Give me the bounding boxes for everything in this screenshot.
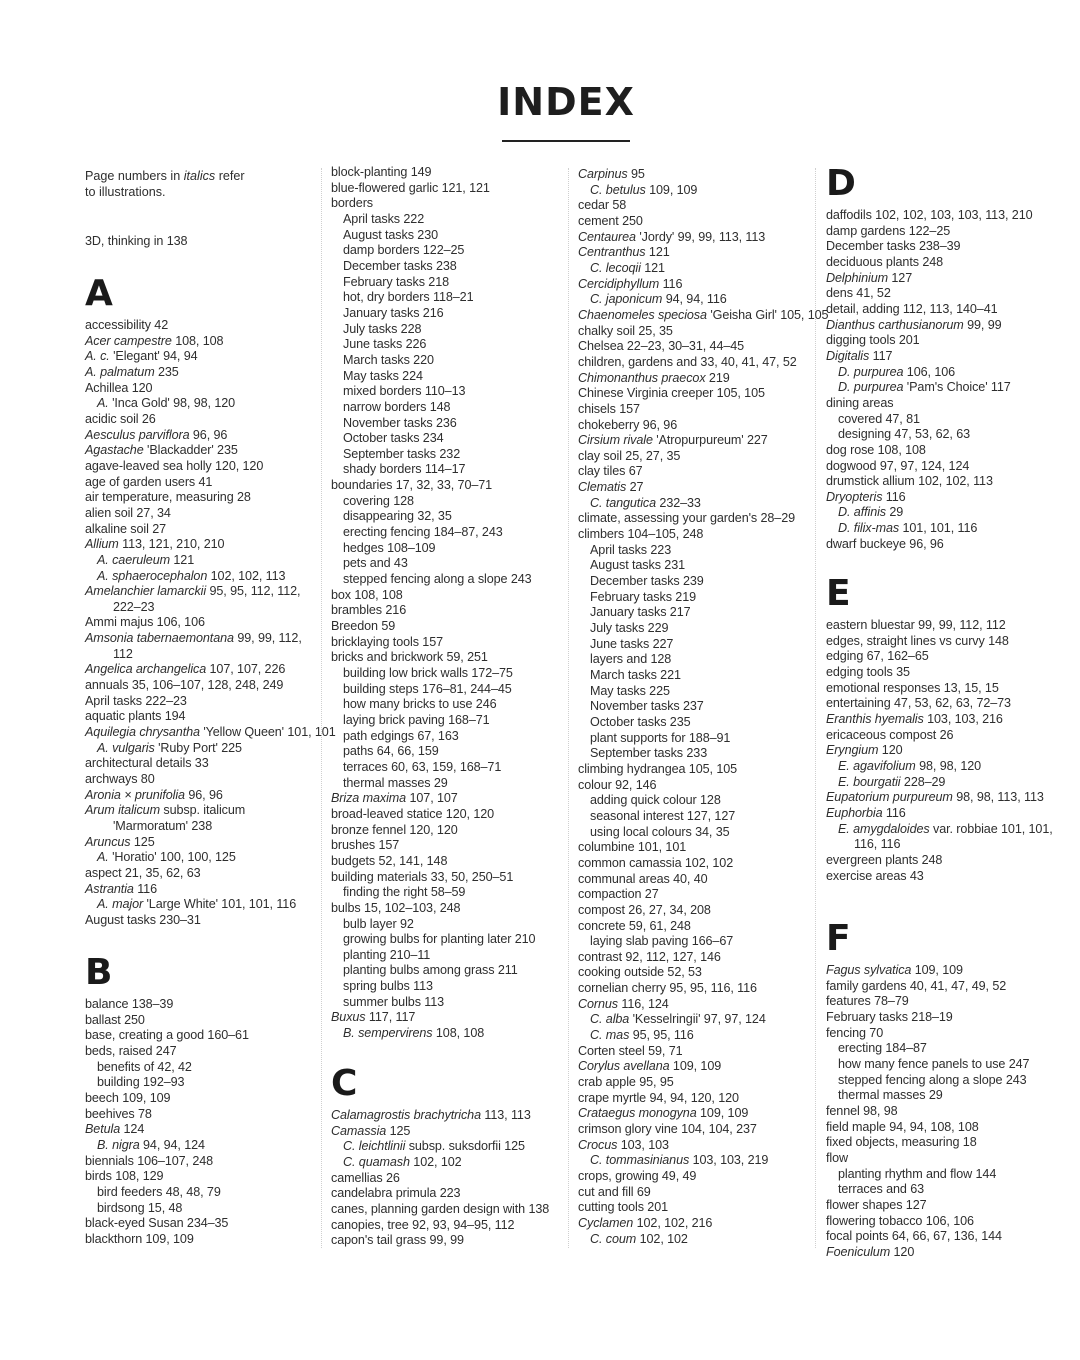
index-entry: emotional responses 13, 15, 15	[826, 680, 999, 695]
index-entry: dining areas	[826, 395, 894, 410]
index-entry: bricklaying tools 157	[331, 634, 444, 649]
index-subentry: adding quick colour 128	[590, 793, 721, 808]
index-entry: Astrantia 116	[85, 881, 157, 896]
index-subentry: seasonal interest 127, 127	[590, 808, 736, 823]
index-entry: aquatic plants 194	[85, 709, 186, 724]
index-entry: December tasks 238–39	[826, 239, 961, 254]
index-entry: flow	[826, 1150, 848, 1165]
index-entry: blackthorn 109, 109	[85, 1231, 194, 1246]
index-entry: colour 92, 146	[578, 777, 657, 792]
index-entry: digging tools 201	[826, 333, 920, 348]
index-entry: April tasks 222–23	[85, 693, 187, 708]
index-entry: bronze fennel 120, 120	[331, 822, 458, 837]
index-entry: Corylus avellana 109, 109	[578, 1059, 722, 1074]
index-subentry: laying brick paving 168–71	[343, 712, 490, 727]
index-subentry: May tasks 225	[590, 683, 670, 698]
index-entry: beech 109, 109	[85, 1090, 171, 1105]
index-entry: entertaining 47, 53, 62, 63, 72–73	[826, 696, 1011, 711]
index-subentry: B. nigra 94, 94, 124	[97, 1137, 205, 1152]
index-entry: Foeniculum 120	[826, 1244, 915, 1259]
index-entry: exercise areas 43	[826, 868, 924, 883]
index-subentry: December tasks 238	[343, 258, 457, 273]
index-entry: dogwood 97, 97, 124, 124	[826, 458, 970, 473]
index-subentry: benefits of 42, 42	[97, 1059, 192, 1074]
index-entry: cutting tools 201	[578, 1200, 669, 1215]
index-subentry: stepped fencing along a slope 243	[838, 1072, 1027, 1087]
index-entry: Amsonia tabernaemontana 99, 99, 112,	[85, 631, 302, 646]
index-entry: Digitalis 117	[826, 348, 893, 363]
index-entry: Cercidiphyllum 116	[578, 276, 683, 291]
index-entry: Buxus 117, 117	[331, 1010, 416, 1025]
index-subentry: covering 128	[343, 493, 414, 508]
index-subentry: building low brick walls 172–75	[343, 666, 513, 680]
index-entry: A. palmatum 235	[85, 364, 179, 379]
index-subentry: C. quamash 102, 102	[343, 1154, 462, 1169]
index-entry: bricks and brickwork 59, 251	[331, 650, 488, 665]
index-subentry: C. japonicum 94, 94, 116	[590, 292, 727, 307]
index-entry: Allium 113, 121, 210, 210	[85, 537, 225, 552]
intro-text: to illustrations.	[85, 184, 166, 199]
index-subentry: planting 210–11	[343, 947, 431, 962]
index-subentry: birdsong 15, 48	[97, 1200, 183, 1215]
index-entry: cement 250	[578, 213, 643, 228]
index-subentry: D. purpurea 'Pam's Choice' 117	[838, 380, 1011, 395]
index-entry: brushes 157	[331, 838, 400, 853]
index-entry: Chaenomeles speciosa 'Geisha Girl' 105, 105	[578, 307, 829, 322]
index-entry: Acer campestre 108, 108	[85, 333, 224, 348]
index-entry: air temperature, measuring 28	[85, 490, 251, 505]
index-entry: Angelica archangelica 107, 107, 226	[85, 662, 286, 677]
index-entry: Eranthis hyemalis 103, 103, 216	[826, 711, 1003, 726]
index-subentry: C. tangutica 232–33	[590, 495, 701, 510]
index-entry: columbine 101, 101	[578, 840, 687, 855]
index-entry: common camassia 102, 102	[578, 855, 734, 870]
index-entry: deciduous plants 248	[826, 254, 944, 269]
section-letter-heading: E	[826, 573, 851, 614]
index-entry: dens 41, 52	[826, 286, 891, 301]
index-entry: field maple 94, 94, 108, 108	[826, 1119, 979, 1134]
index-subentry: A. caeruleum 121	[97, 552, 195, 567]
index-entry: Euphorbia 116	[826, 805, 906, 820]
index-entry: bulbs 15, 102–103, 248	[331, 900, 461, 915]
column-divider	[815, 168, 816, 1248]
index-block	[331, 165, 567, 1042]
index-subentry: paths 64, 66, 159	[343, 744, 439, 759]
index-section-f	[826, 918, 1062, 1260]
index-subentry: September tasks 232	[343, 446, 461, 461]
index-entry: fennel 98, 98	[826, 1103, 898, 1118]
index-entry: Eupatorium purpureum 98, 98, 113, 113	[826, 790, 1044, 805]
index-subentry: shady borders 114–17	[343, 462, 466, 477]
index-subentry: A. sphaerocephalon 102, 102, 113	[97, 568, 286, 583]
index-subentry: February tasks 218	[343, 274, 449, 289]
index-subentry: thermal masses 29	[343, 775, 448, 790]
index-section-d	[826, 163, 1062, 552]
index-entry: children, gardens and 33, 40, 41, 47, 52	[578, 354, 797, 369]
index-subentry: using local colours 34, 35	[590, 824, 730, 839]
index-entry: blue-flowered garlic 121, 121	[331, 180, 490, 195]
index-subentry: E. amygdaloides var. robbiae 101, 101,	[838, 821, 1053, 836]
index-entry: ericaceous compost 26	[826, 727, 954, 742]
index-entry: Camassia 125	[331, 1123, 411, 1138]
index-block	[85, 234, 321, 250]
index-entry: Crataegus monogyna 109, 109	[578, 1106, 749, 1121]
index-subentry: November tasks 237	[590, 699, 704, 714]
index-subentry: C. mas 95, 95, 116	[590, 1028, 694, 1043]
index-entry-continuation: 116, 116	[854, 837, 901, 852]
index-entry: block-planting 149	[331, 165, 432, 179]
index-entry: edging 67, 162–65	[826, 649, 929, 664]
index-entry: daffodils 102, 102, 103, 103, 113, 210	[826, 208, 1033, 222]
index-entry: Corten steel 59, 71	[578, 1043, 683, 1058]
index-subentry: building 192–93	[97, 1075, 185, 1090]
index-entry: drumstick allium 102, 102, 113	[826, 474, 993, 489]
index-subentry: A. 'Inca Gold' 98, 98, 120	[97, 396, 236, 411]
index-entry: Centaurea 'Jordy' 99, 99, 113, 113	[578, 229, 766, 244]
index-entry: detail, adding 112, 113, 140–41	[826, 301, 998, 316]
index-section-a	[85, 273, 336, 929]
index-entry: ballast 250	[85, 1012, 145, 1027]
index-entry: A. c. 'Elegant' 94, 94	[85, 349, 198, 364]
index-subentry: D. affinis 29	[838, 505, 904, 520]
index-entry: brambles 216	[331, 603, 407, 618]
index-subentry: damp borders 122–25	[343, 243, 465, 258]
index-entry: Breedon 59	[331, 619, 396, 634]
index-subentry: July tasks 228	[343, 321, 422, 336]
index-entry: dwarf buckeye 96, 96	[826, 536, 944, 551]
index-entry: Briza maxima 107, 107	[331, 791, 458, 806]
index-entry: Dianthus carthusianorum 99, 99	[826, 317, 1002, 332]
index-subentry: C. lecoqii 121	[590, 260, 665, 275]
index-entry: birds 108, 129	[85, 1169, 164, 1184]
index-entry: canes, planning garden design with 138	[331, 1201, 550, 1216]
index-subentry: March tasks 220	[343, 352, 434, 367]
index-subentry: covered 47, 81	[838, 411, 920, 426]
index-subentry: November tasks 236	[343, 415, 457, 430]
index-subentry: A. vulgaris 'Ruby Port' 225	[97, 740, 242, 755]
index-entry: chisels 157	[578, 401, 640, 416]
index-section-e	[826, 573, 1062, 884]
index-entry: August tasks 230–31	[85, 912, 201, 927]
index-subentry: April tasks 223	[590, 542, 672, 557]
index-block	[578, 167, 829, 1247]
index-entry-continuation: 'Marmoratum' 238	[113, 819, 213, 833]
index-entry: Chelsea 22–23, 30–31, 44–45	[578, 339, 745, 354]
index-entry: flower shapes 127	[826, 1197, 927, 1212]
index-entry: compost 26, 27, 34, 208	[578, 902, 711, 917]
index-subentry: growing bulbs for planting later 210	[343, 932, 536, 947]
index-entry: climbers 104–105, 248	[578, 527, 704, 542]
index-entry: communal areas 40, 40	[578, 871, 708, 886]
index-entry: Crocus 103, 103	[578, 1137, 669, 1152]
index-subentry: spring bulbs 113	[343, 979, 433, 994]
index-entry: agave-leaved sea holly 120, 120	[85, 458, 264, 473]
index-intro-note	[85, 169, 321, 200]
index-entry: Cornus 116, 124	[578, 996, 669, 1011]
index-entry: boundaries 17, 32, 33, 70–71	[331, 478, 493, 493]
index-entry: clay tiles 67	[578, 464, 643, 479]
index-subentry: disappearing 32, 35	[343, 509, 452, 524]
index-subentry: July tasks 229	[590, 621, 669, 636]
index-subentry: C. leichtlinii subsp. suksdorfii 125	[343, 1139, 525, 1154]
intro-italic-word: italics	[183, 169, 216, 183]
index-entry-continuation: 222–23	[113, 599, 155, 614]
index-subentry: January tasks 216	[343, 305, 444, 320]
index-subentry: plant supports for 188–91	[590, 730, 731, 745]
index-entry: damp gardens 122–25	[826, 223, 951, 238]
index-subentry: January tasks 217	[590, 605, 691, 620]
index-subentry: March tasks 221	[590, 668, 681, 682]
index-entry: Aruncus 125	[85, 834, 155, 849]
index-entry: dog rose 108, 108	[826, 442, 926, 457]
index-entry: broad-leaved statice 120, 120	[331, 806, 495, 821]
index-subentry: mixed borders 110–13	[343, 384, 466, 399]
index-subentry: finding the right 58–59	[343, 885, 466, 900]
index-entry: Calamagrostis brachytricha 113, 113	[331, 1108, 531, 1122]
section-letter-heading: C	[331, 1063, 358, 1104]
index-subentry: August tasks 230	[343, 227, 439, 242]
index-entry: annuals 35, 106–107, 128, 248, 249	[85, 678, 284, 693]
index-subentry: C. coum 102, 102	[590, 1231, 688, 1246]
index-subentry: C. betulus 109, 109	[590, 182, 698, 197]
index-section-b	[85, 952, 321, 1248]
index-entry: crimson glory vine 104, 104, 237	[578, 1122, 757, 1137]
index-subentry: laying slab paving 166–67	[590, 934, 734, 949]
index-entry: fixed objects, measuring 18	[826, 1135, 977, 1150]
index-subentry: terraces 60, 63, 159, 168–71	[343, 759, 502, 774]
index-entry: cut and fill 69	[578, 1184, 651, 1199]
index-subentry: bird feeders 48, 48, 79	[97, 1184, 221, 1199]
index-entry: Achillea 120	[85, 380, 153, 395]
intro-text: refer	[215, 169, 245, 183]
index-entry: chokeberry 96, 96	[578, 417, 678, 432]
index-entry: Aquilegia chrysantha 'Yellow Queen' 101, 101	[85, 725, 336, 740]
index-entry: climbing hydrangea 105, 105	[578, 761, 738, 776]
index-subentry: planting rhythm and flow 144	[838, 1166, 997, 1181]
index-subentry: D. filix-mas 101, 101, 116	[838, 521, 978, 536]
index-subentry: C. alba 'Kesselringii' 97, 97, 124	[590, 1012, 766, 1027]
index-subentry: layers and 128	[590, 652, 672, 667]
index-entry: Cirsium rivale 'Atropurpureum' 227	[578, 433, 768, 448]
index-entry: balance 138–39	[85, 997, 174, 1011]
index-entry: biennials 106–107, 248	[85, 1153, 214, 1168]
index-entry: Aronia × prunifolia 96, 96	[85, 787, 223, 802]
index-subentry: E. bourgatii 228–29	[838, 774, 946, 789]
index-entry: Betula 124	[85, 1122, 145, 1137]
index-subentry: A. 'Horatio' 100, 100, 125	[97, 850, 236, 865]
index-entry: fencing 70	[826, 1025, 884, 1040]
index-entry: acidic soil 26	[85, 411, 156, 426]
index-entry: building materials 33, 50, 250–51	[331, 869, 514, 884]
index-subentry: how many fence panels to use 247	[838, 1056, 1030, 1071]
index-subentry: designing 47, 53, 62, 63	[838, 427, 971, 442]
section-letter-heading: B	[85, 952, 113, 993]
index-subentry: June tasks 227	[590, 636, 674, 651]
index-subentry: October tasks 234	[343, 431, 444, 446]
index-subentry: thermal masses 29	[838, 1088, 943, 1103]
title-underline	[502, 140, 630, 142]
index-entry: canopies, tree 92, 93, 94–95, 112	[331, 1217, 515, 1232]
index-subentry: E. agavifolium 98, 98, 120	[838, 758, 982, 773]
index-subentry: building steps 176–81, 244–45	[343, 681, 512, 696]
index-entry: crape myrtle 94, 94, 120, 120	[578, 1090, 739, 1105]
index-entry: Agastache 'Blackadder' 235	[85, 443, 238, 458]
index-entry: Cyclamen 102, 102, 216	[578, 1215, 713, 1230]
index-entry: focal points 64, 66, 67, 136, 144	[826, 1229, 1002, 1244]
index-entry: edges, straight lines vs curvy 148	[826, 633, 1009, 648]
index-entry: Eryngium 120	[826, 743, 903, 758]
index-subentry: D. purpurea 106, 106	[838, 364, 956, 379]
index-entry: crops, growing 49, 49	[578, 1169, 697, 1183]
index-subentry: September tasks 233	[590, 746, 708, 761]
index-subentry: terraces and 63	[838, 1182, 925, 1197]
index-entry: compaction 27	[578, 887, 659, 902]
section-letter-heading: F	[826, 918, 851, 959]
index-entry: Chimonanthus praecox 219	[578, 370, 730, 385]
index-entry: Ammi majus 106, 106	[85, 615, 205, 630]
index-subentry: December tasks 239	[590, 574, 704, 589]
index-subentry: path edgings 67, 163	[343, 728, 459, 743]
index-subentry: erecting fencing 184–87, 243	[343, 525, 503, 540]
index-subentry: A. major 'Large White' 101, 101, 116	[97, 897, 297, 912]
index-entry: age of garden users 41	[85, 474, 213, 489]
index-entry: Delphinium 127	[826, 270, 913, 285]
index-entry: Chinese Virginia creeper 105, 105	[578, 386, 765, 401]
index-entry: aspect 21, 35, 62, 63	[85, 865, 201, 880]
index-subentry: bulb layer 92	[343, 916, 414, 931]
column-divider	[321, 168, 322, 1248]
index-entry: camellias 26	[331, 1170, 400, 1185]
index-entry: clay soil 25, 27, 35	[578, 448, 681, 463]
index-entry: beds, raised 247	[85, 1043, 177, 1058]
index-subentry: August tasks 231	[590, 558, 686, 573]
index-entry: eastern bluestar 99, 99, 112, 112	[826, 618, 1006, 632]
index-entry: Carpinus 95	[578, 167, 645, 181]
index-subentry: narrow borders 148	[343, 399, 451, 414]
index-entry: 3D, thinking in 138	[85, 234, 188, 248]
page-title: INDEX	[497, 80, 635, 124]
index-entry: base, creating a good 160–61	[85, 1028, 249, 1043]
index-entry: features 78–79	[826, 994, 909, 1009]
index-subentry: October tasks 235	[590, 714, 691, 729]
index-subentry: hot, dry borders 118–21	[343, 290, 474, 305]
index-entry: alkaline soil 27	[85, 521, 167, 536]
index-entry: black-eyed Susan 234–35	[85, 1216, 229, 1231]
index-entry: Dryopteris 116	[826, 489, 906, 504]
index-entry-continuation: 112	[113, 646, 133, 661]
index-entry: budgets 52, 141, 148	[331, 853, 448, 868]
index-subentry: erecting 184–87	[838, 1041, 927, 1056]
index-subentry: C. tommasinianus 103, 103, 219	[590, 1153, 769, 1168]
index-subentry: June tasks 226	[343, 337, 427, 352]
index-entry: Arum italicum subsp. italicum	[85, 803, 246, 818]
index-subentry: May tasks 224	[343, 368, 423, 383]
index-entry: accessibility 42	[85, 318, 169, 332]
index-subentry: February tasks 219	[590, 589, 696, 604]
index-entry: cornelian cherry 95, 95, 116, 116	[578, 981, 757, 996]
index-entry: evergreen plants 248	[826, 852, 943, 867]
index-entry: borders	[331, 196, 374, 211]
index-section-c	[331, 1063, 567, 1249]
index-subentry: stepped fencing along a slope 243	[343, 572, 532, 587]
index-entry: candelabra primula 223	[331, 1186, 461, 1201]
index-entry: capon's tail grass 99, 99	[331, 1233, 464, 1248]
column-divider	[568, 168, 569, 1248]
index-entry: Aesculus parviflora 96, 96	[85, 427, 228, 442]
index-entry: climate, assessing your garden's 28–29	[578, 511, 796, 526]
index-entry: chalky soil 25, 35	[578, 323, 673, 338]
index-entry: Centranthus 121	[578, 245, 670, 260]
index-entry: Fagus sylvatica 109, 109	[826, 963, 963, 977]
index-entry: flowering tobacco 106, 106	[826, 1213, 974, 1228]
index-entry: archways 80	[85, 772, 155, 787]
index-entry: architectural details 33	[85, 756, 209, 771]
index-subentry: pets and 43	[343, 556, 408, 571]
intro-text: Page numbers in	[85, 169, 184, 183]
index-entry: concrete 59, 61, 248	[578, 918, 691, 933]
section-letter-heading: D	[826, 163, 856, 204]
index-entry: alien soil 27, 34	[85, 505, 171, 520]
index-entry: Clematis 27	[578, 480, 644, 495]
index-subentry: hedges 108–109	[343, 540, 436, 555]
index-entry: crab apple 95, 95	[578, 1075, 674, 1090]
index-entry: Amelanchier lamarckii 95, 95, 112, 112,	[85, 584, 301, 599]
section-letter-heading: A	[85, 273, 113, 314]
index-entry: cedar 58	[578, 198, 627, 213]
index-subentry: planting bulbs among grass 211	[343, 963, 518, 978]
index-entry: February tasks 218–19	[826, 1009, 953, 1024]
index-entry: beehives 78	[85, 1106, 152, 1121]
index-entry: contrast 92, 112, 127, 146	[578, 949, 721, 964]
index-subentry: summer bulbs 113	[343, 994, 445, 1009]
index-entry: box 108, 108	[331, 587, 403, 602]
index-entry: edging tools 35	[826, 664, 910, 679]
index-subentry: B. sempervirens 108, 108	[343, 1026, 485, 1041]
index-entry: family gardens 40, 41, 47, 49, 52	[826, 978, 1007, 993]
index-entry: cooking outside 52, 53	[578, 965, 702, 980]
index-subentry: how many bricks to use 246	[343, 697, 497, 712]
index-subentry: April tasks 222	[343, 211, 425, 226]
